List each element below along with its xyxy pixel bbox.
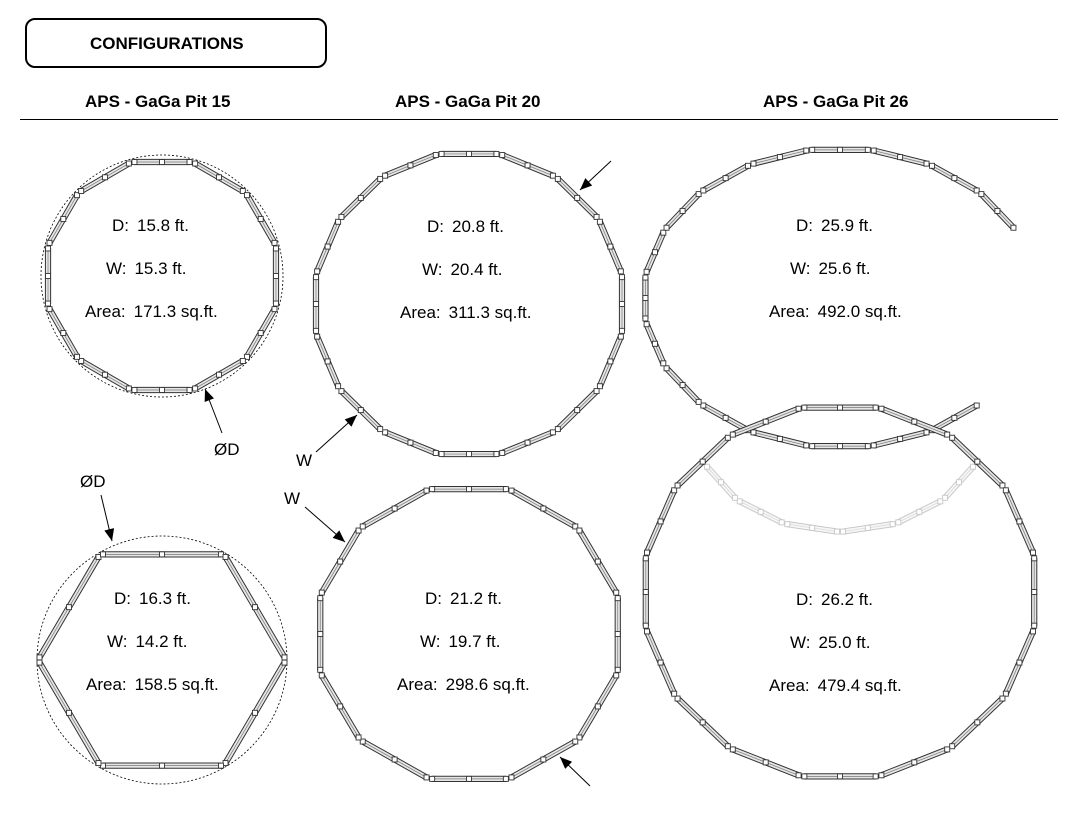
panel-connector (187, 160, 192, 165)
panel-connector (555, 176, 560, 181)
panel-connector (282, 655, 287, 660)
panel-connector (950, 435, 955, 440)
panel-connector (336, 219, 341, 224)
panel-connector (550, 430, 555, 435)
panel-connector (319, 590, 324, 595)
panel-connector (614, 590, 619, 595)
pit15-hex-diameter: D: 16.3 ft. (114, 589, 191, 608)
panel-connector (704, 464, 709, 469)
panel-connector (433, 153, 438, 158)
panel-connector (315, 269, 320, 274)
panel-connector (615, 667, 620, 672)
panel-clip (467, 487, 472, 492)
panel-connector (840, 529, 845, 534)
pit15-hex-width: W: 14.2 ft. (107, 632, 188, 651)
panel-connector (1003, 488, 1008, 493)
panel-clip (325, 244, 330, 249)
panel-connector (318, 667, 323, 672)
panel-connector (664, 225, 669, 230)
panel-connector (47, 307, 52, 312)
panel-connector (785, 522, 790, 527)
panel-clip (338, 559, 343, 564)
panel-connector (804, 443, 809, 448)
panel-clip (898, 155, 903, 160)
panel-clip (258, 217, 263, 222)
panel-connector (378, 176, 383, 181)
panel-clip (608, 244, 613, 249)
panel-connector (126, 386, 131, 391)
panel-connector (924, 161, 929, 166)
panel-connector (223, 554, 228, 559)
panel-connector (890, 522, 895, 527)
panel-clip (160, 387, 165, 392)
panel-connector (745, 163, 750, 168)
panel-connector (614, 673, 619, 678)
panel-clip (1017, 519, 1022, 524)
panel-connector (273, 301, 278, 306)
panel-clip (541, 757, 546, 762)
panel-connector (37, 655, 42, 660)
panel-clip (103, 175, 108, 180)
panel-connector (430, 487, 435, 492)
pit26-round-width: W: 25.6 ft. (790, 259, 871, 278)
pit20-round-area: Area: 311.3 sq.ft. (400, 303, 532, 322)
column-heading-pit-15: APS - GaGa Pit 15 (85, 92, 231, 111)
panel-connector (79, 189, 84, 194)
panel-connector (46, 246, 51, 251)
panel-connector (701, 188, 706, 193)
panel-connector (577, 528, 582, 533)
panel-connector (46, 301, 51, 306)
panel-clip (957, 480, 962, 485)
panel-connector (664, 366, 669, 371)
panel-clip (680, 208, 685, 213)
panel-clip (61, 330, 66, 335)
pit26-round-area: Area: 492.0 sq.ft. (769, 302, 902, 321)
panel-clip (700, 459, 705, 464)
panel-clip (46, 274, 51, 279)
panel-connector (1011, 225, 1016, 230)
panel-connector (751, 161, 756, 166)
panel-clip (1017, 660, 1022, 665)
panel-connector (751, 430, 756, 435)
panel-connector (615, 596, 620, 601)
panel-connector (494, 151, 499, 156)
panel-connector (244, 193, 249, 198)
panel-connector (645, 550, 650, 555)
panel-connector (620, 328, 625, 333)
panel-connector (47, 240, 52, 245)
pit15-hex-boundary (37, 536, 287, 784)
panel-connector (1030, 550, 1035, 555)
panel-connector (101, 552, 106, 557)
panel-connector (313, 275, 318, 280)
panel-connector (500, 153, 505, 158)
column-heading-pit-26: APS - GaGa Pit 26 (763, 92, 909, 111)
panel-clip (318, 632, 323, 637)
panel-clip (700, 720, 705, 725)
panel-connector (339, 214, 344, 219)
panel-connector (835, 529, 840, 534)
panel-connector (730, 747, 735, 752)
panel-connector (661, 230, 666, 235)
pit26-round-diameter: D: 25.9 ft. (796, 216, 873, 235)
panel-connector (597, 384, 602, 389)
panel-clip (525, 440, 530, 445)
panel-connector (550, 173, 555, 178)
panel-connector (938, 499, 943, 504)
panel-clip (216, 372, 221, 377)
panel-clip (467, 776, 472, 781)
panel-clip (777, 436, 782, 441)
panel-connector (555, 427, 560, 432)
panel-connector (132, 387, 137, 392)
panel-clip (838, 405, 843, 410)
pit26-alt-area: Area: 479.4 sq.ft. (769, 676, 902, 695)
panel-clip (838, 444, 843, 449)
panel-connector (282, 660, 287, 665)
panel-connector (879, 773, 884, 778)
width-callout-top: W (296, 451, 313, 470)
diameter-callout-bottom: ØD (80, 472, 106, 491)
panel-connector (594, 214, 599, 219)
panel-clip (952, 415, 957, 420)
panel-connector (383, 173, 388, 178)
panel-clip (541, 506, 546, 511)
panel-clip (952, 176, 957, 181)
panel-clip (61, 217, 66, 222)
panel-clip (652, 250, 657, 255)
panel-connector (319, 673, 324, 678)
panel-connector (950, 744, 955, 749)
pit20-octagon-area: Area: 298.6 sq.ft. (397, 675, 530, 694)
panel-connector (675, 696, 680, 701)
panel-clip (575, 195, 580, 200)
panel-clip (898, 436, 903, 441)
panel-connector (802, 774, 807, 779)
panel-connector (643, 316, 648, 321)
pit20-round-diameter: D: 20.8 ft. (427, 217, 504, 236)
panel-connector (974, 403, 979, 408)
panel-clip (865, 525, 870, 530)
panel-connector (240, 358, 245, 363)
panel-connector (643, 623, 648, 628)
pit20-octagon-diameter: D: 21.2 ft. (425, 589, 502, 608)
panel-clip (595, 704, 600, 709)
pit15-round-area: Area: 171.3 sq.ft. (85, 302, 218, 321)
page-title: CONFIGURATIONS (90, 34, 244, 53)
panel-clip (723, 415, 728, 420)
panel-connector (871, 148, 876, 153)
panel-connector (1032, 623, 1037, 628)
panel-connector (356, 735, 361, 740)
panel-connector (930, 163, 935, 168)
panel-clip (658, 660, 663, 665)
panel-connector (424, 775, 429, 780)
panel-connector (273, 246, 278, 251)
panel-clip (392, 757, 397, 762)
panel-connector (336, 384, 341, 389)
panel-connector (339, 389, 344, 394)
diameter-arrow-top-head (205, 389, 214, 402)
panel-clip (160, 160, 165, 165)
panel-connector (879, 406, 884, 411)
panel-connector (439, 151, 444, 156)
panel-connector (315, 334, 320, 339)
panel-clip (67, 710, 72, 715)
panel-connector (509, 488, 514, 493)
panel-clip (160, 763, 165, 768)
panel-connector (725, 435, 730, 440)
panel-connector (810, 444, 815, 449)
panel-clip (763, 419, 768, 424)
panel-connector (802, 405, 807, 410)
panel-connector (383, 430, 388, 435)
panel-clip (777, 155, 782, 160)
panel-clip (358, 195, 363, 200)
panel-connector (509, 775, 514, 780)
panel-connector (126, 161, 131, 166)
pit26-alt-width: W: 25.0 ft. (790, 633, 871, 652)
panel-connector (132, 160, 137, 165)
panel-clip (408, 163, 413, 168)
panel-clip (338, 704, 343, 709)
pit15-hex-area: Area: 158.5 sq.ft. (86, 675, 219, 694)
panel-clip (838, 147, 843, 152)
column-heading-pit-20: APS - GaGa Pit 20 (395, 92, 541, 111)
panel-connector (439, 452, 444, 457)
panel-connector (871, 443, 876, 448)
panel-connector (643, 556, 648, 561)
panel-connector (796, 406, 801, 411)
panel-connector (500, 450, 505, 455)
panel-connector (873, 774, 878, 779)
panel-clip (103, 372, 108, 377)
panel-connector (272, 240, 277, 245)
panel-connector (1000, 696, 1005, 701)
panel-connector (272, 307, 277, 312)
pit20-round-width: W: 20.4 ft. (422, 260, 503, 279)
panel-clip (652, 341, 657, 346)
panel-connector (1030, 629, 1035, 634)
panel-connector (804, 148, 809, 153)
panel-clip (763, 760, 768, 765)
panel-connector (618, 269, 623, 274)
panel-connector (378, 427, 383, 432)
panel-clip (160, 552, 165, 557)
panel-clip (975, 720, 980, 725)
pit15-round-diameter: D: 15.8 ft. (112, 216, 189, 235)
panel-clip (608, 359, 613, 364)
panel-connector (644, 322, 649, 327)
panel-clip (575, 408, 580, 413)
diameter-callout-top: ØD (214, 440, 240, 459)
panel-clip (358, 408, 363, 413)
panel-connector (433, 450, 438, 455)
diameter-arrow-bottom-head (104, 528, 114, 541)
panel-clip (313, 302, 318, 307)
panel-connector (661, 361, 666, 366)
panel-clip (467, 452, 472, 457)
panel-connector (873, 405, 878, 410)
panel-connector (318, 596, 323, 601)
panel-clip (216, 175, 221, 180)
panel-connector (430, 776, 435, 781)
panel-connector (865, 444, 870, 449)
panel-clip (620, 302, 625, 307)
panel-clip (723, 176, 728, 181)
panel-connector (360, 524, 365, 529)
pit20-octagon-width: W: 19.7 ft. (420, 632, 501, 651)
panel-connector (672, 488, 677, 493)
panel-connector (945, 432, 950, 437)
panel-connector (810, 147, 815, 152)
panel-connector (725, 744, 730, 749)
panel-connector (643, 275, 648, 280)
panel-connector (675, 483, 680, 488)
panel-clip (273, 274, 278, 279)
panel-connector (924, 430, 929, 435)
panel-clip (912, 419, 917, 424)
panel-connector (979, 192, 984, 197)
panel-clip (995, 208, 1000, 213)
panel-clip (838, 774, 843, 779)
panel-clip (258, 330, 263, 335)
panel-connector (424, 488, 429, 493)
panel-clip (325, 359, 330, 364)
panel-connector (896, 520, 901, 525)
panel-clip (917, 509, 922, 514)
panel-connector (645, 629, 650, 634)
panel-connector (732, 495, 737, 500)
panel-connector (1003, 691, 1008, 696)
panel-clip (408, 440, 413, 445)
panel-clip (595, 559, 600, 564)
panel-connector (503, 776, 508, 781)
panel-clip (758, 509, 763, 514)
panel-connector (594, 389, 599, 394)
panel-clip (810, 525, 815, 530)
panel-connector (37, 660, 42, 665)
panel-clip (718, 480, 723, 485)
panel-connector (644, 269, 649, 274)
panel-connector (193, 161, 198, 166)
width-callout-bottom: W (284, 489, 301, 508)
panel-connector (573, 739, 578, 744)
panel-connector (730, 432, 735, 437)
width-arrow-bottom-head (333, 530, 345, 542)
panel-clip (615, 632, 620, 637)
panel-clip (975, 459, 980, 464)
panel-clip (253, 605, 258, 610)
panel-connector (672, 691, 677, 696)
panel-clip (912, 760, 917, 765)
panel-connector (971, 464, 976, 469)
panel-connector (796, 773, 801, 778)
panel-clip (658, 519, 663, 524)
panel-clip (643, 590, 648, 595)
pit15-round-width: W: 15.3 ft. (106, 259, 187, 278)
panel-connector (193, 386, 198, 391)
panel-connector (313, 328, 318, 333)
panel-connector (503, 487, 508, 492)
panel-connector (187, 387, 192, 392)
panel-connector (219, 763, 224, 768)
panel-connector (75, 354, 80, 359)
panel-connector (597, 219, 602, 224)
panel-connector (494, 452, 499, 457)
pit26-alt-diameter: D: 26.2 ft. (796, 590, 873, 609)
panel-clip (680, 383, 685, 388)
panel-connector (1000, 483, 1005, 488)
panel-clip (525, 163, 530, 168)
panel-connector (696, 399, 701, 404)
panel-clip (467, 151, 472, 156)
panel-connector (865, 147, 870, 152)
panel-connector (96, 761, 101, 766)
panel-connector (618, 334, 623, 339)
panel-clip (1032, 590, 1037, 595)
panel-connector (620, 275, 625, 280)
panel-clip (392, 506, 397, 511)
panel-connector (779, 520, 784, 525)
panel-connector (945, 747, 950, 752)
panel-clip (253, 710, 258, 715)
panel-clip (643, 296, 648, 301)
panel-connector (1032, 556, 1037, 561)
panel-clip (67, 605, 72, 610)
